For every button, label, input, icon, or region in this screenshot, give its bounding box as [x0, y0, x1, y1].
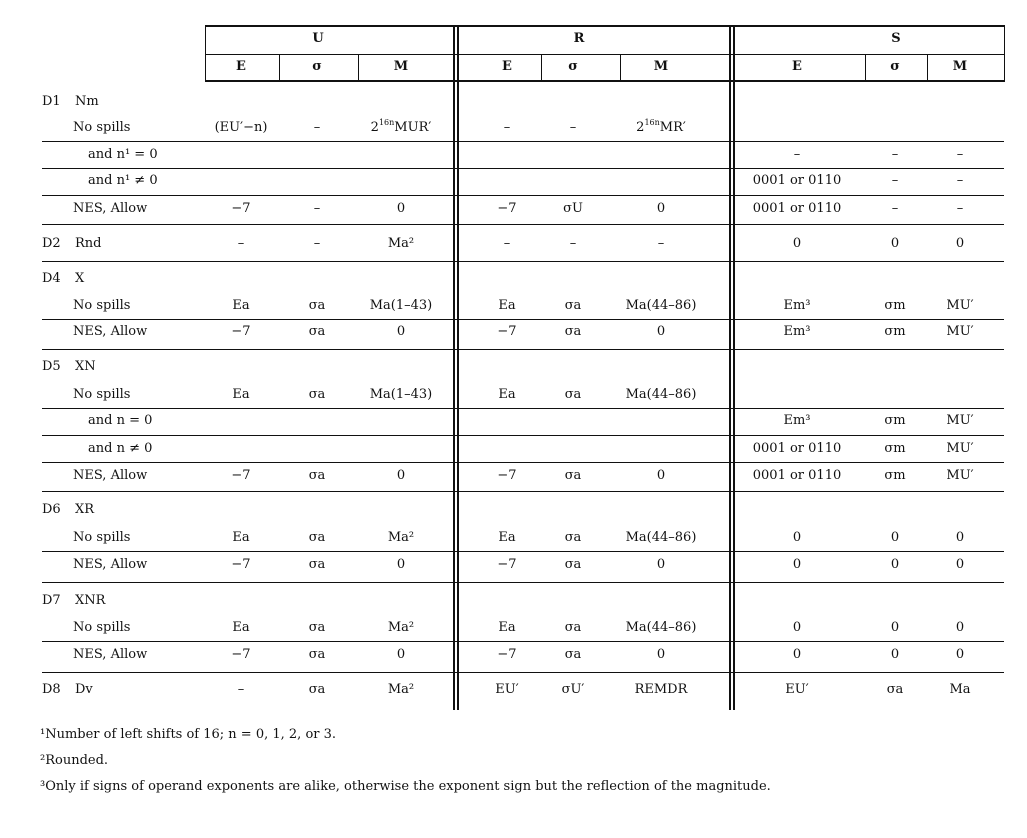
table-cell: σa	[564, 468, 582, 483]
table-cell: –	[891, 201, 899, 216]
table-cell: –	[237, 236, 245, 251]
table-cell: σm	[884, 468, 906, 483]
table-cell: σa	[308, 557, 326, 572]
row-label: X	[75, 271, 85, 286]
table-cell: σa	[308, 682, 326, 697]
header-left-rule	[205, 25, 206, 81]
table-cell: −7	[497, 324, 517, 339]
table-cell: –	[237, 682, 245, 697]
table-cell: σa	[564, 557, 582, 572]
table-cell: –	[956, 173, 964, 188]
table-cell: –	[313, 236, 321, 251]
row-code: D2	[42, 236, 61, 251]
table-cell: 0	[792, 647, 802, 662]
table-cell: 0	[955, 557, 965, 572]
row-code: D7	[42, 593, 61, 608]
table-cell: $2^{16n}MR'$	[636, 117, 686, 135]
table-cell: σa	[564, 324, 582, 339]
table-cell: σa	[308, 530, 326, 545]
row-label: NES, Allow	[73, 468, 148, 483]
subheader-divider	[541, 54, 542, 81]
table-cell: 0001 or 0110	[752, 201, 842, 216]
table-cell: –	[956, 147, 964, 162]
rule	[42, 435, 1004, 436]
row-code: D4	[42, 271, 61, 286]
table-cell: Ma²	[387, 682, 415, 697]
table-cell: MU′	[946, 324, 974, 339]
table-cell: 0	[792, 557, 802, 572]
table-cell: –	[956, 201, 964, 216]
group-separator	[457, 25, 459, 710]
table-cell: −7	[231, 647, 251, 662]
row-label: No spills	[73, 620, 131, 635]
table-cell: σa	[564, 647, 582, 662]
row-label: NES, Allow	[73, 557, 148, 572]
group-separator	[733, 25, 735, 710]
table-cell: 0	[890, 620, 900, 635]
rule	[42, 141, 1004, 142]
table-cell: Ea	[232, 387, 250, 402]
table-cell: 0	[955, 620, 965, 635]
row-code: D1	[42, 94, 61, 109]
column-header: E	[502, 59, 512, 74]
table-cell: −7	[231, 468, 251, 483]
table-cell: Ma(44–86)	[625, 530, 697, 545]
header-right-rule	[1004, 25, 1005, 81]
row-label: No spills	[73, 298, 131, 313]
table-cell: –	[657, 236, 665, 251]
table-cell: Ea	[232, 620, 250, 635]
table-cell: –	[313, 120, 321, 135]
table-cell: Ma(1–43)	[369, 387, 433, 402]
table-cell: Ma(44–86)	[625, 620, 697, 635]
table-cell: −7	[231, 201, 251, 216]
table-cell: Em³	[783, 298, 811, 313]
table-cell: –	[793, 147, 801, 162]
row-label: and n ≠ 0	[88, 441, 153, 456]
table-cell: σm	[884, 324, 906, 339]
row-label: Dv	[75, 682, 93, 697]
row-code: D5	[42, 359, 61, 374]
table-cell: −7	[497, 647, 517, 662]
table-cell: Em³	[783, 413, 811, 428]
table-cell: σa	[564, 298, 582, 313]
table-cell: Ma²	[387, 236, 415, 251]
table-cell: MU′	[946, 441, 974, 456]
row-label: NES, Allow	[73, 647, 148, 662]
table-cell: –	[891, 147, 899, 162]
table-cell: 0	[955, 236, 965, 251]
group-separator	[729, 25, 731, 710]
row-label: NES, Allow	[73, 201, 148, 216]
table-cell: σa	[564, 620, 582, 635]
row-label: XNR	[75, 593, 106, 608]
table-cell: Em³	[783, 324, 811, 339]
column-header: E	[236, 59, 246, 74]
footnote-3: ³Only if signs of operand exponents are alike, otherwise the exponent sign but the reflection of the magnitude.	[40, 779, 771, 794]
rule	[42, 319, 1004, 320]
column-header: σ	[568, 59, 578, 74]
table-cell: MU′	[946, 298, 974, 313]
table-cell: σa	[308, 647, 326, 662]
table-cell: 0	[396, 201, 406, 216]
row-label: Nm	[75, 94, 99, 109]
table-cell: EU′	[495, 682, 519, 697]
table-cell: σa	[308, 620, 326, 635]
group-header-U: U	[312, 31, 324, 46]
rule	[42, 224, 1004, 225]
table-cell: Ma²	[387, 530, 415, 545]
table-cell: EU′	[785, 682, 809, 697]
table-cell: Ea	[232, 530, 250, 545]
table-cell: σm	[884, 441, 906, 456]
table-cell: –	[503, 236, 511, 251]
group-header-S: S	[891, 31, 901, 46]
table-cell: 0	[656, 468, 666, 483]
table-cell: Ea	[498, 530, 516, 545]
table-cell: σa	[564, 530, 582, 545]
table-cell: 0	[955, 530, 965, 545]
table-cell: MU′	[946, 468, 974, 483]
table-cell: Ea	[498, 620, 516, 635]
table-cell: REMDR	[634, 682, 688, 697]
table-cell: σa	[308, 468, 326, 483]
column-header: E	[792, 59, 802, 74]
row-code: D6	[42, 502, 61, 517]
rule	[42, 168, 1004, 169]
table-cell: 0001 or 0110	[752, 468, 842, 483]
table-cell: MU′	[946, 413, 974, 428]
table-cell: –	[891, 173, 899, 188]
rule	[42, 408, 1004, 409]
rule	[42, 641, 1004, 642]
table-cell: Ma²	[387, 620, 415, 635]
table-cell: 0	[792, 530, 802, 545]
rule	[42, 261, 1004, 262]
row-label: XR	[75, 502, 95, 517]
table-cell: σm	[884, 298, 906, 313]
table-cell: Ma(1–43)	[369, 298, 433, 313]
subheader-divider	[358, 54, 359, 81]
table-cell: –	[503, 120, 511, 135]
row-label: No spills	[73, 530, 131, 545]
subheader-divider	[620, 54, 621, 81]
subheader-divider	[279, 54, 280, 81]
table-cell: 0	[890, 557, 900, 572]
table-cell: σa	[308, 387, 326, 402]
table-cell: σU	[563, 201, 583, 216]
rule	[42, 672, 1004, 673]
table-cell: 0	[656, 324, 666, 339]
subheader-divider	[865, 54, 866, 81]
rule	[42, 551, 1004, 552]
table-cell: Ma(44–86)	[625, 387, 697, 402]
table-cell: σa	[886, 682, 904, 697]
table-cell: Ea	[498, 387, 516, 402]
row-label: and n¹ ≠ 0	[88, 173, 158, 188]
row-label: XN	[75, 359, 96, 374]
rule	[42, 582, 1004, 583]
row-code: D8	[42, 682, 61, 697]
table-cell: Ea	[232, 298, 250, 313]
table-cell: σa	[308, 324, 326, 339]
header-bottom-rule	[205, 80, 1005, 82]
row-label: and n¹ = 0	[88, 147, 158, 162]
header-top-rule	[205, 25, 1005, 27]
footnote-1: ¹Number of left shifts of 16; n = 0, 1, 2, or 3.	[40, 727, 337, 742]
group-separator	[453, 25, 455, 710]
table-cell: 0	[396, 324, 406, 339]
table-cell: σU′	[561, 682, 585, 697]
table-cell: 0	[396, 468, 406, 483]
row-label: No spills	[73, 387, 131, 402]
subheader-divider	[927, 54, 928, 81]
table-cell: Ma	[949, 682, 971, 697]
rule	[42, 349, 1004, 350]
table-cell: 0	[792, 620, 802, 635]
column-header: M	[653, 59, 669, 74]
column-header: M	[393, 59, 409, 74]
table-cell: −7	[497, 201, 517, 216]
footnote-2: ²Rounded.	[40, 753, 109, 768]
rule	[42, 491, 1004, 492]
group-header-R: R	[573, 31, 585, 46]
table-cell: 0	[890, 647, 900, 662]
table-cell: 0	[955, 647, 965, 662]
row-label: No spills	[73, 120, 131, 135]
table-cell: 0	[656, 557, 666, 572]
table-cell: 0	[396, 647, 406, 662]
row-label: and n = 0	[88, 413, 153, 428]
column-header: σ	[312, 59, 322, 74]
table-cell: 0	[792, 236, 802, 251]
table-cell: 0	[890, 236, 900, 251]
row-label: NES, Allow	[73, 324, 148, 339]
table-cell: Ma(44–86)	[625, 298, 697, 313]
column-header: M	[952, 59, 968, 74]
column-header: σ	[890, 59, 900, 74]
table-cell: σa	[564, 387, 582, 402]
table-cell: −7	[231, 557, 251, 572]
table-cell: 0	[656, 647, 666, 662]
table-cell: (EU′−n)	[214, 120, 268, 135]
table-cell: 0	[656, 201, 666, 216]
table-cell: 0001 or 0110	[752, 441, 842, 456]
table-cell: −7	[497, 557, 517, 572]
table-cell: 0	[396, 557, 406, 572]
table-cell: –	[569, 120, 577, 135]
table-cell: $2^{16n}MUR'$	[370, 117, 432, 135]
table-cell: 0	[890, 530, 900, 545]
table-cell: 0001 or 0110	[752, 173, 842, 188]
rule	[42, 462, 1004, 463]
table-cell: –	[313, 201, 321, 216]
rule	[42, 195, 1004, 196]
header-mid-rule	[205, 54, 1005, 55]
table-cell: σa	[308, 298, 326, 313]
table-cell: Ea	[498, 298, 516, 313]
table-cell: −7	[231, 324, 251, 339]
row-label: Rnd	[75, 236, 102, 251]
table-cell: −7	[497, 468, 517, 483]
table-cell: σm	[884, 413, 906, 428]
table-cell: –	[569, 236, 577, 251]
